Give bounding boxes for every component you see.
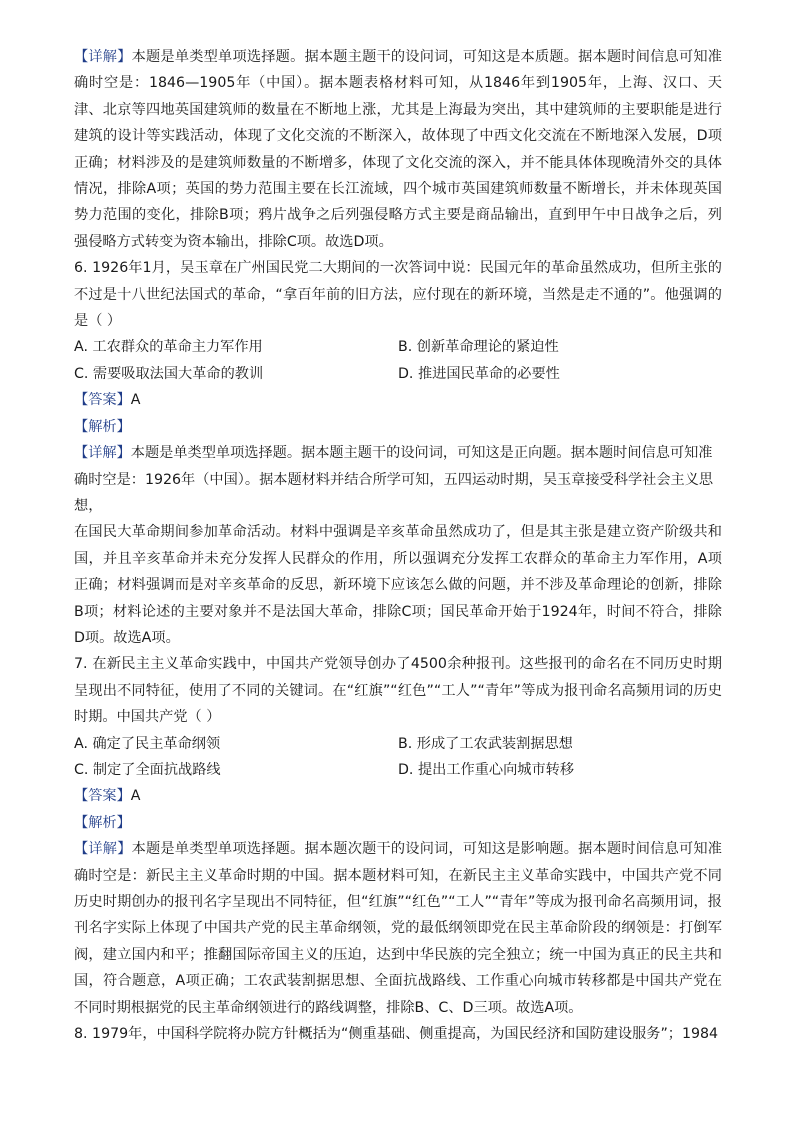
- answer-value: A: [130, 788, 141, 805]
- answer-tag: 【答案】: [74, 392, 131, 409]
- q7-analysis-tag: 【解析】: [74, 814, 131, 831]
- q6-option-b: B. 创新革命理论的紧迫性: [398, 339, 559, 356]
- answer-tag: 【答案】: [74, 788, 131, 805]
- q7-detail: [74, 836, 722, 1021]
- q7-option-d: D. 提出工作重心向城市转移: [398, 761, 575, 778]
- detail-paragraph-q5: [74, 44, 722, 255]
- q6-answer-line: [74, 387, 722, 413]
- question-7-stem: 7. 在新民主主义革命实践中，中国共产党领导创办了4500余种报刊。这些报刊的命名在不同历史时期呈现出不同特征，使用了不同的关键词。在“红旗”“红色”“工人”“青年”等成为报刊命名高频用词的历史时期。中国共产党（ ）: [74, 656, 722, 726]
- q6-option-c: C. 需要吸取法国大革命的教训: [74, 365, 264, 382]
- detail-text: 本题是单类型单项选择题。据本题次题干的设问词，可知这是影响题。据本题时间信息可知准确时空是：新民主主义革命时期的中国。据本题材料可知，在新民主主义革命实践中，中国共产党不同历史时期创办的报刊名字呈现出不同特征，但“红旗”“红色”“工人”“青年”等成为报刊命名高频用词，报刊名字实际上体现了中国共产党的民主革命纲领，党的最低纲领即党在民主革命阶段的纲领是：打倒军阀，建立国内和平；推翻国际帝国主义的压迫，达到中华民族的完全独立；统一中国为真正的民主共和国，符合题意，A项正确；工农武装割据思想、全面抗战路线、工作重心向城市转移都是中国共产党在不同时期根据党的民主革命纲领进行的路线调整，排除B、C、D三项。故选A项。: [74, 841, 722, 1016]
- question-8-stem: 8. 1979年，中国科学院将办院方针概括为“侧重基础、侧重提高，为国民经济和国防建设服务”；1984: [74, 1026, 719, 1043]
- detail-text: 本题是单类型单项选择题。据本题主题干的设问词，可知这是正向题。据本题时间信息可知准确时空是：1926年（中国）。据本题材料并结合所学可知，五四运动时期，吴玉章接受科学社会主义思想，: [74, 445, 714, 514]
- q7-option-c: C. 制定了全面抗战路线: [74, 761, 221, 778]
- q7-option-b: B. 形成了工农武装割据思想: [398, 735, 573, 752]
- question-6-stem: 6. 1926年1月，吴玉章在广州国民党二大期间的一次答词中说：民国元年的革命虽然成功，但所主张的不过是十八世纪法国式的革命，“拿百年前的旧方法，应付现在的新环境，当然是走不通的”。他强调的是（ ）: [74, 260, 722, 330]
- detail-text: 本题是单类型单项选择题。据本题主题干的设问词，可知这是本质题。据本题时间信息可知准确时空是：1846—1905年（中国）。据本题表格材料可知，从1846年到1905年，上海、汉口、天津、北京等四地英国建筑师的数量在不断地上涨，尤其是上海最为突出，其中建筑师的主要职能是进行建筑的设计等实践活动，体现了文化交流的不断深入，故体现了中西文化交流在不断地深入发展，D项正确；材料涉及的是建筑师数量的不断增多，体现了文化交流的深入，并不能具体体现晚清外交的具体情况，排除A项；英国的势力范围主要在长江流域，四个城市英国建筑师数量不断增长，并未体现英国势力范围的变化，排除B项；鸦片战争之后列强侵略方式主要是商品输出，直到甲午中日战争之后，列强侵略方式转变为资本输出，排除C项。故选D项。: [74, 49, 722, 250]
- q6-detail-part1: [74, 440, 722, 519]
- q6-option-a: A. 工农群众的革命主力军作用: [74, 339, 263, 356]
- question-6-options: [74, 334, 722, 387]
- detail-tag: 【详解】: [74, 841, 132, 858]
- answer-value: A: [130, 392, 141, 409]
- q7-option-a: A. 确定了民主革命纲领: [74, 735, 221, 752]
- q7-answer-line: [74, 783, 722, 809]
- q6-analysis-tag: 【解析】: [74, 418, 131, 435]
- detail-tag: 【详解】: [74, 445, 131, 462]
- q6-option-d: D. 推进国民革命的必要性: [398, 365, 560, 382]
- q6-detail-part2: 在国民大革命期间参加革命活动。材料中强调是辛亥革命虽然成功了，但是其主张是建立资产阶级共和国，并且辛亥革命并未充分发挥人民群众的作用，所以强调充分发挥工农群众的革命主力军作用，A项正确；材料强调而是对辛亥革命的反思，新环境下应该怎么做的问题，并不涉及革命理论的创新，排除B项；材料论述的主要对象并不是法国大革命，排除C项；国民革命开始于1924年，时间不符合，排除D项。故选A项。: [74, 524, 722, 646]
- question-7-options: [74, 731, 722, 784]
- detail-tag: 【详解】: [74, 49, 132, 65]
- document-page: [74, 44, 722, 1047]
